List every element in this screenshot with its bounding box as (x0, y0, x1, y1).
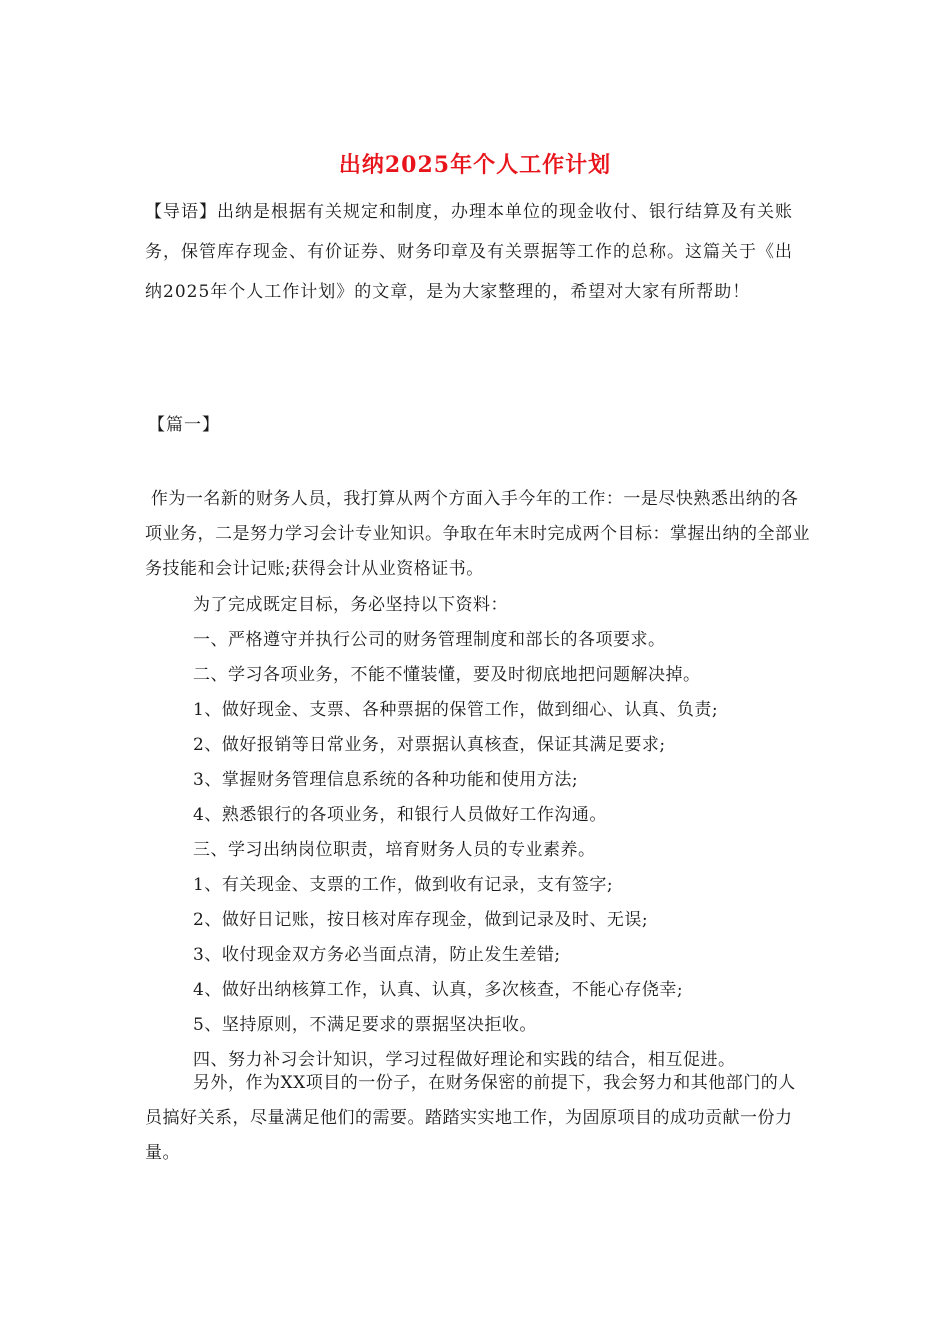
document-title: 出纳2025年个人工作计划 (338, 152, 612, 178)
plan-line: 2、做好报销等日常业务，对票据认真核查，保证其满足要求; (193, 735, 666, 755)
plan-list (145, 588, 810, 1078)
plan-line: 四、努力补习会计知识，学习过程做好理论和实践的结合，相互促进。 (193, 1050, 736, 1070)
opening-paragraph-text: 作为一名新的财务人员，我打算从两个方面入手今年的工作：一是尽快熟悉出纳的各项业务，二是努力学习会计专业知识。争取在年末时完成两个目标：掌握出纳的全部业务技能和会计记账;获得会计从业资格证书。 (145, 489, 810, 579)
plan-line: 4、熟悉银行的各项业务，和银行人员做好工作沟通。 (193, 805, 607, 825)
section-heading: 【篇一】 (148, 415, 220, 435)
intro-paragraph: 【导语】出纳是根据有关规定和制度，办理本单位的现金收付、银行结算及有关账务，保管库存现金、有价证券、财务印章及有关票据等工作的总称。这篇关于《出纳2025年个人工作计划》的文章，是为大家整理的，希望对大家有所帮助！ (145, 202, 793, 302)
plan-line: 5、坚持原则，不满足要求的票据坚决拒收。 (193, 1015, 537, 1035)
plan-line: 4、做好出纳核算工作，认真、认真，多次核查，不能心存侥幸; (193, 980, 684, 1000)
plan-line: 一、严格遵守并执行公司的财务管理制度和部长的各项要求。 (193, 630, 666, 650)
plan-line: 二、学习各项业务，不能不懂装懂，要及时彻底地把问题解决掉。 (193, 665, 701, 685)
plan-line: 3、掌握财务管理信息系统的各种功能和使用方法; (193, 770, 579, 790)
plan-line: 为了完成既定目标，务必坚持以下资料： (193, 595, 508, 615)
plan-line: 2、做好日记账，按日核对库存现金，做到记录及时、无误; (193, 910, 649, 930)
opening-paragraph (145, 482, 810, 587)
closing-paragraph: 另外，作为XX项目的一份子，在财务保密的前提下，我会努力和其他部门的人员搞好关系，尽量满足他们的需要。踏踏实实地工作，为固原项目的成功贡献一份力量。 (145, 1073, 796, 1163)
plan-line: 1、做好现金、支票、各种票据的保管工作，做到细心、认真、负责; (193, 700, 719, 720)
plan-line: 三、学习出纳岗位职责，培育财务人员的专业素养。 (193, 840, 596, 860)
plan-line: 1、有关现金、支票的工作，做到收有记录，支有签字; (193, 875, 614, 895)
plan-line: 3、收付现金双方务必当面点清，防止发生差错; (193, 945, 561, 965)
